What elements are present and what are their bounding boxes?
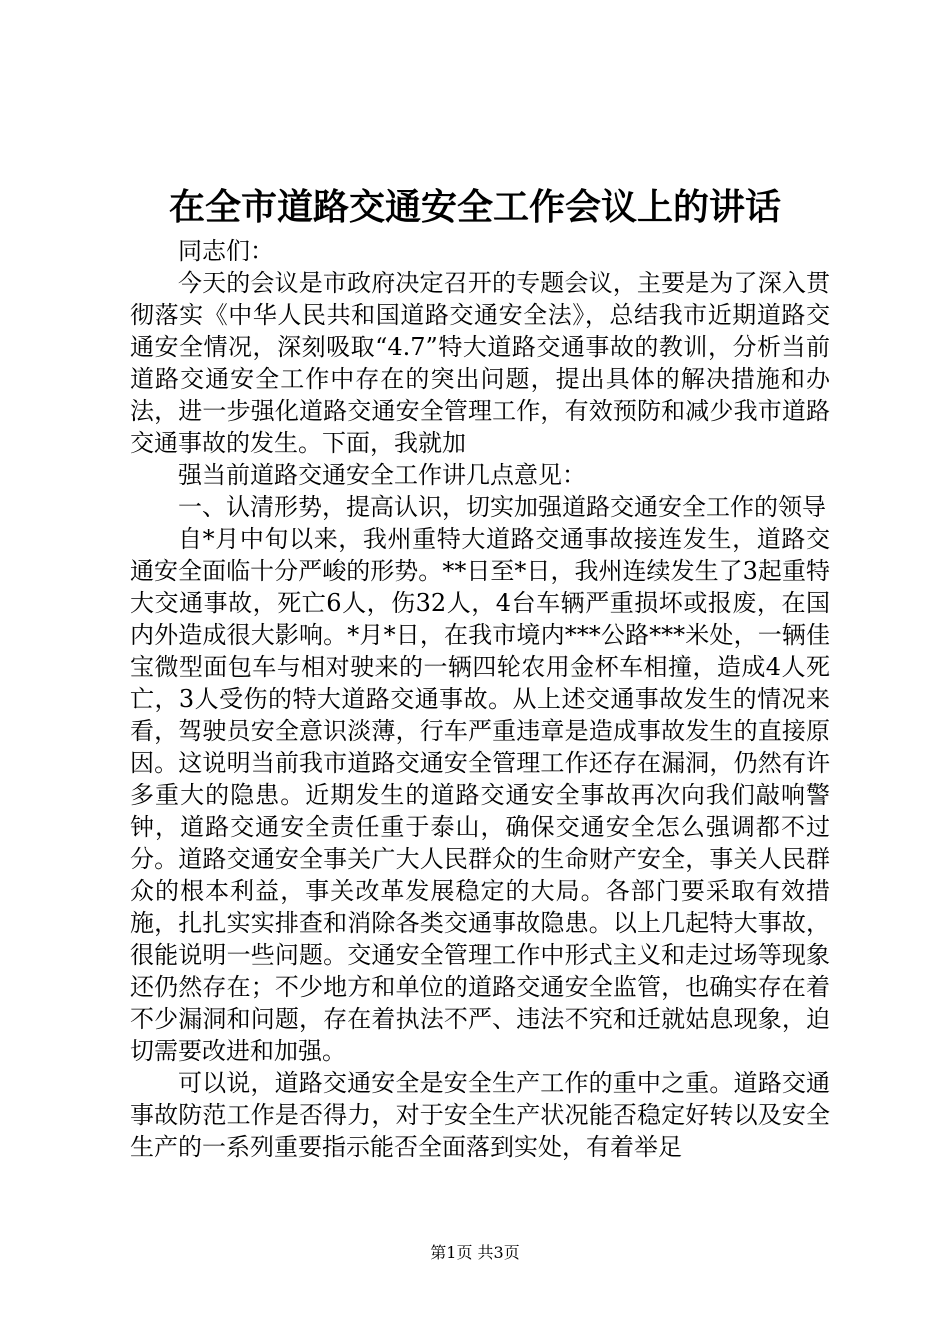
document-body	[130, 235, 830, 1163]
paragraph-situation: 自*月中旬以来，我州重特大道路交通事故接连发生，道路交通安全面临十分严峻的形势。**日至*日，我州连续发生了3起重特大交通事故，死亡6人，伤32人，4台车辆严重损坏或报废，在国内外造成很大影响。*月*日，在我市境内***公路***米处，一辆佳宝微型面包车与相对驶来的一辆四轮农用金杯车相撞，造成4人死亡，3人受伤的特大道路交通事故。从上述交通事故发生的情况来看，驾驶员安全意识淡薄，行车严重违章是造成事故发生的直接原因。这说明当前我市道路交通安全管理工作还存在漏洞，仍然有许多重大的隐患。近期发生的道路交通安全事故再次向我们敲响警钟，道路交通安全责任重于泰山，确保交通安全怎么强调都不过分。道路交通安全事关广大人民群众的生命财产安全，事关人民群众的根本利益，事关改革发展稳定的大局。各部门要采取有效措施，扎扎实实排查和消除各类交通事故隐患。以上几起特大事故，很能说明一些问题。交通安全管理工作中形式主义和走过场等现象还仍然存在；不少地方和单位的道路交通安全监管，也确实存在着不少漏洞和问题，存在着执法不严、违法不究和迁就姑息现象，迫切需要改进和加强。	[130, 525, 830, 1065]
salutation: 同志们：	[178, 237, 274, 265]
section-heading-1: 一、认清形势，提高认识，切实加强道路交通安全工作的领导	[178, 493, 826, 521]
paragraph-intro: 今天的会议是市政府决定召开的专题会议，主要是为了深入贯彻落实《中华人民共和国道路交通安全法》，总结我市近期道路交通安全情况，深刻吸取“4.7”特大道路交通事故的教训，分析当前道路交通安全工作中存在的突出问题，提出具体的解决措施和办法，进一步强化道路交通安全管理工作，有效预防和减少我市道路交通事故的发生。下面，我就加	[130, 269, 830, 457]
page-number-footer: 第1页 共3页	[430, 1243, 520, 1262]
paragraph-intro-continued: 强当前道路交通安全工作讲几点意见：	[178, 461, 586, 489]
document-title: 在全市道路交通安全工作会议上的讲话	[168, 186, 781, 228]
paragraph-importance: 可以说，道路交通安全是安全生产工作的重中之重。道路交通事故防范工作是否得力，对于安全生产状况能否稳定好转以及安全生产的一系列重要指示能否全面落到实处，有着举足	[130, 1069, 830, 1161]
